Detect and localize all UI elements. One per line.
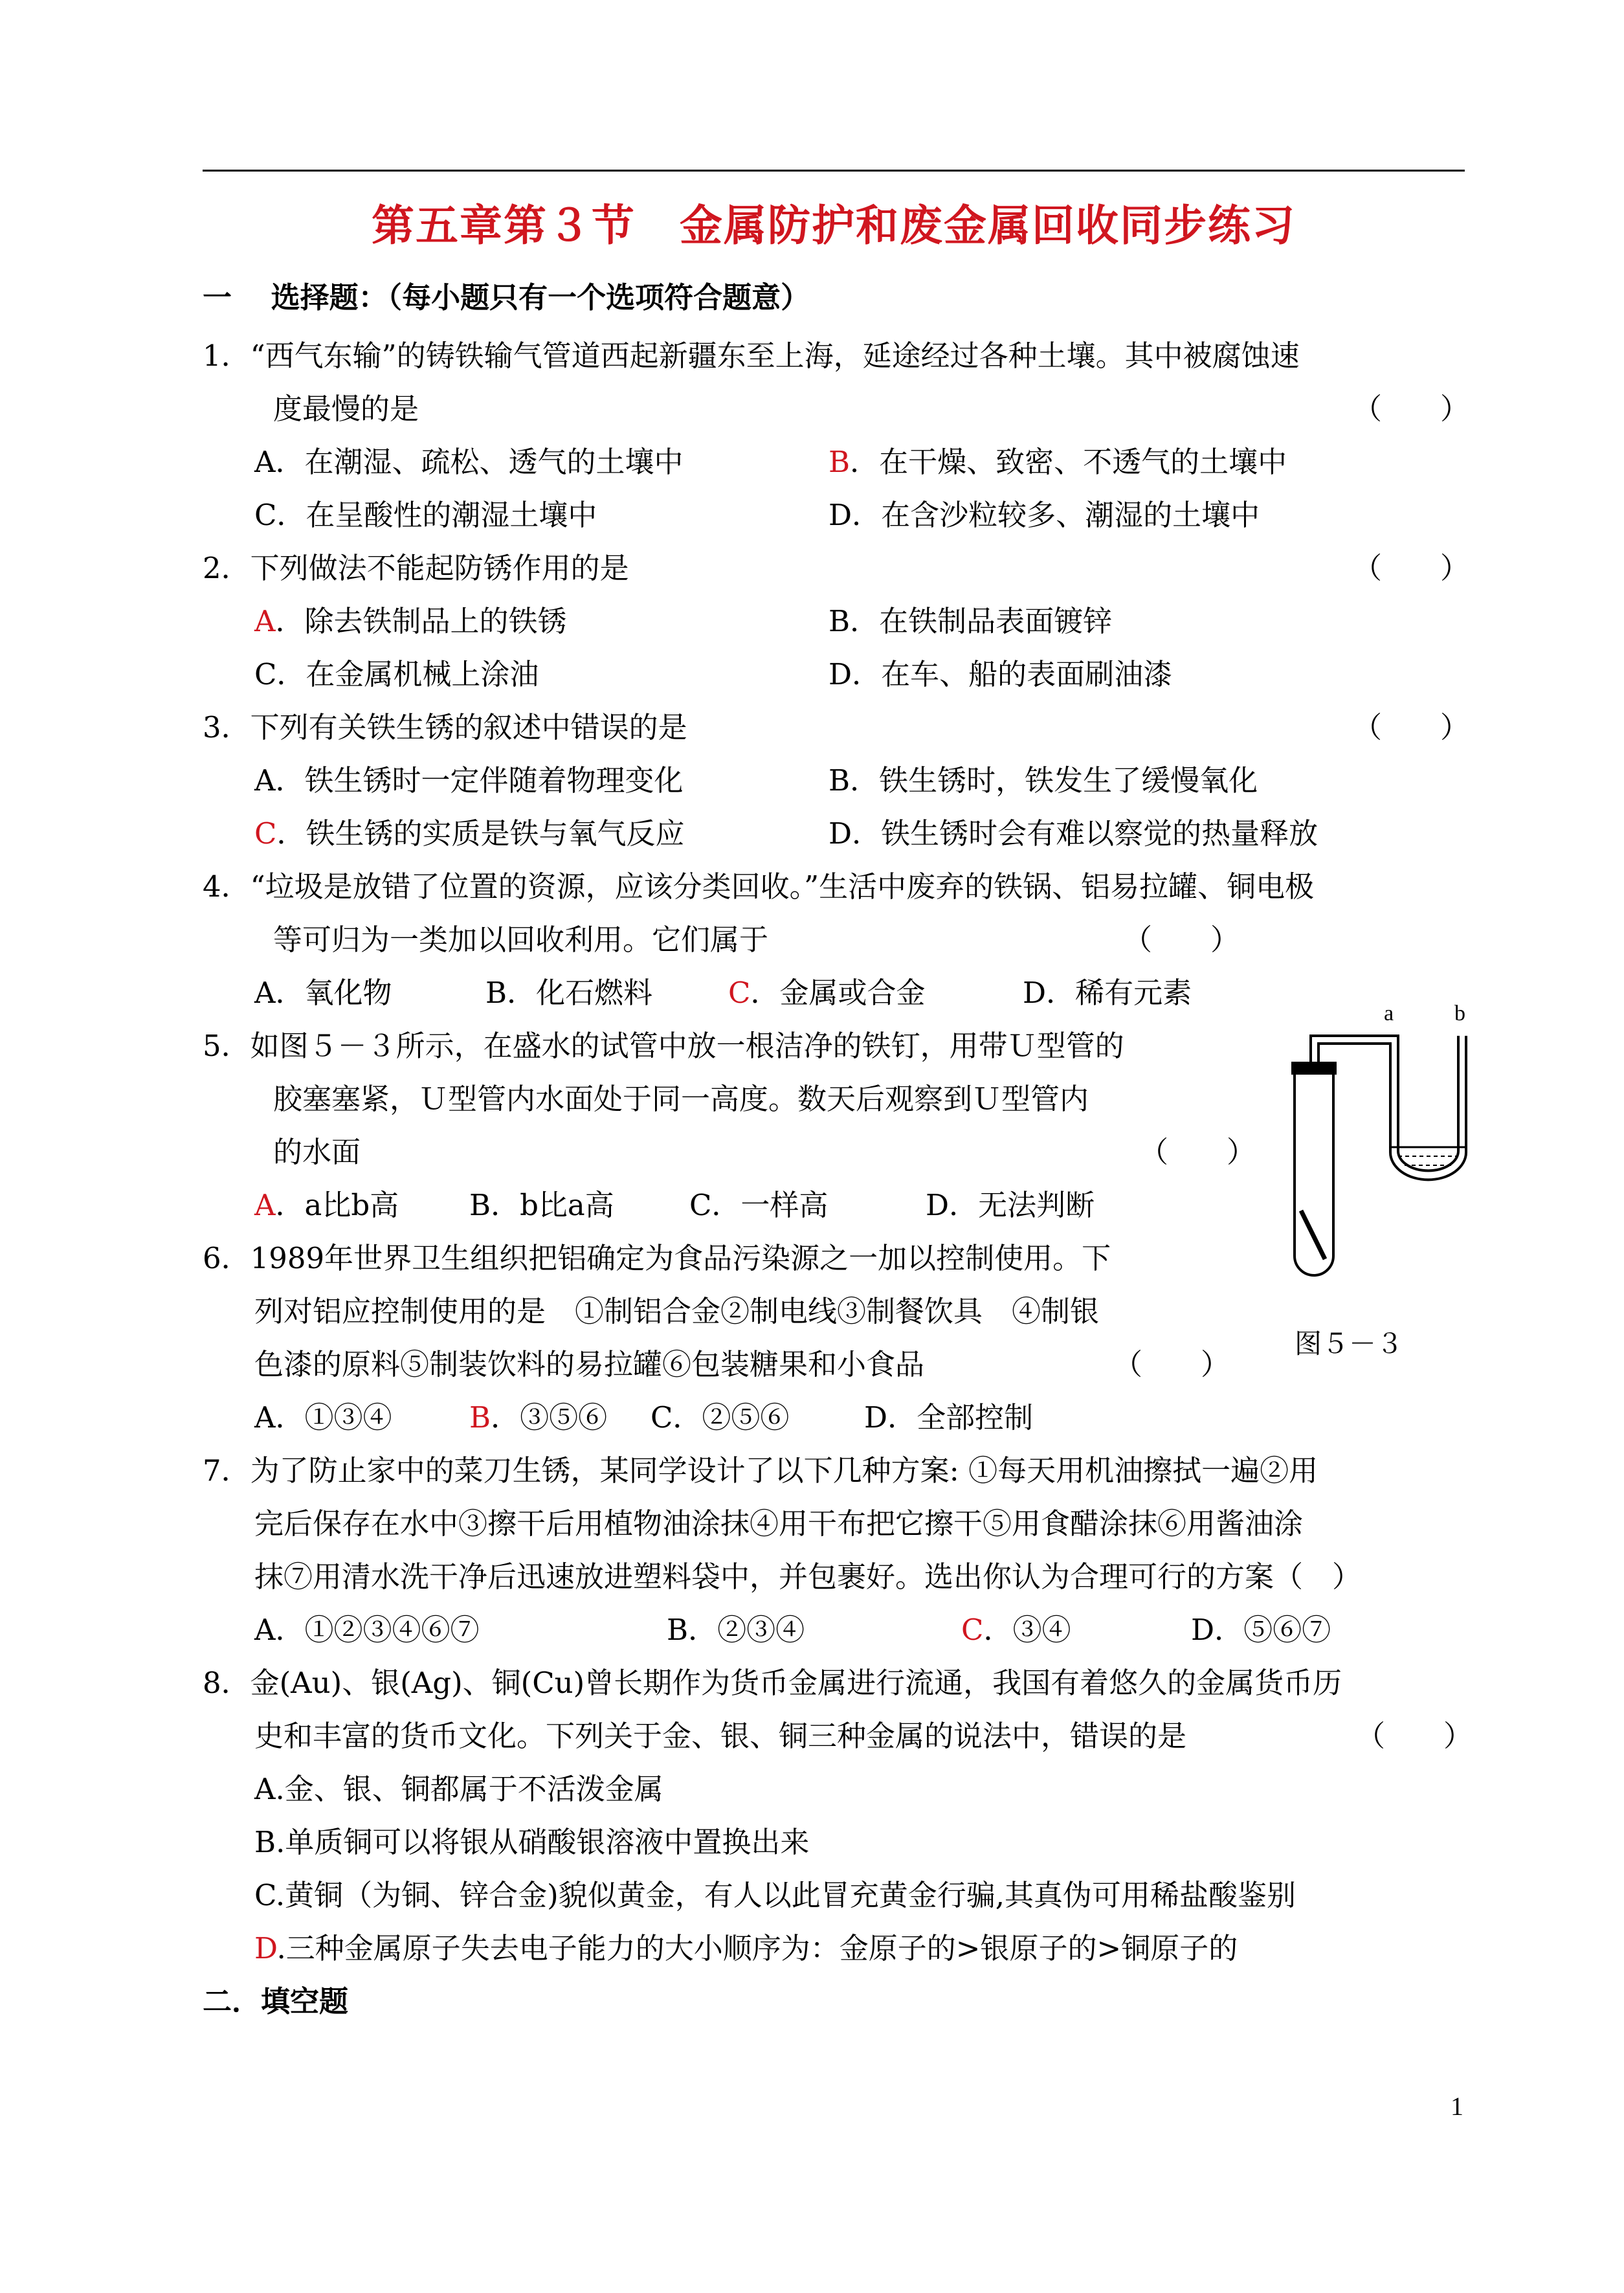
q5-stem-line3: 的水面 xyxy=(273,1135,361,1169)
q2-option-b: B．在铁制品表面镀锌 xyxy=(829,604,1113,638)
figure-label-b: b xyxy=(1454,1001,1465,1025)
q6-option-b: B．③⑤⑥ xyxy=(469,1400,608,1435)
q2-option-c: C．在金属机械上涂油 xyxy=(254,657,539,691)
q2-answer-mark: A xyxy=(254,604,276,638)
page-number: 1 xyxy=(1451,2092,1463,2121)
q8-option-d: D.三种金属原子失去电子能力的大小顺序为：金原子的>银原子的>铜原子的 xyxy=(254,1931,1238,1965)
q3-option-c: C．铁生锈的实质是铁与氧气反应 xyxy=(254,816,685,851)
page-title: 第五章第３节 金属防护和废金属回收同步练习 xyxy=(372,200,1296,251)
q2-answer-blank: （ ） xyxy=(1353,551,1470,585)
q5-stem-line2: 胶塞塞紧，Ｕ型管内水面处于同一高度。数天后观察到Ｕ型管内 xyxy=(273,1082,1089,1116)
q4-option-c: C．金属或合金 xyxy=(728,976,926,1010)
q4-option-d: D．稀有元素 xyxy=(1023,976,1192,1010)
q5-answer-blank: （ ） xyxy=(1139,1135,1256,1169)
figure-label-a: a xyxy=(1384,1001,1394,1025)
q4-option-b: B．化石燃料 xyxy=(485,976,653,1010)
q4-stem-line2: 等可归为一类加以回收利用。它们属于 xyxy=(273,923,769,957)
q3-answer-mark: C xyxy=(254,816,277,851)
q3-answer-blank: （ ） xyxy=(1353,710,1470,744)
q3-stem: 3．下列有关铁生锈的叙述中错误的是 xyxy=(203,710,687,744)
q4-answer-blank: （ ） xyxy=(1123,923,1240,957)
q5-option-c: C．一样高 xyxy=(689,1188,829,1222)
header-rule xyxy=(203,170,1465,172)
q8-answer-mark: D xyxy=(254,1931,277,1965)
test-tube-u-tube-figure xyxy=(1285,997,1479,1308)
q1-stem-line2: 度最慢的是 xyxy=(273,392,419,426)
q3-option-b: B．铁生锈时，铁发生了缓慢氧化 xyxy=(829,763,1258,798)
q7-option-c: C．③④ xyxy=(961,1613,1071,1647)
q7-answer-mark: C xyxy=(961,1613,984,1647)
q6-option-c: C．②⑤⑥ xyxy=(651,1400,790,1435)
q1-option-b: B．在干燥、致密、不透气的土壤中 xyxy=(829,445,1287,479)
q8-option-c: C.黄铜（为铜、锌合金)貌似黄金，有人以此冒充黄金行骗,其真伪可用稀盐酸鉴别 xyxy=(254,1878,1296,1912)
section-heading-fill-in: 二．填空题 xyxy=(203,1984,349,2019)
u-tube-icon xyxy=(1390,1036,1466,1180)
q1-option-a: A．在潮湿、疏松、透气的土壤中 xyxy=(254,445,684,479)
section-heading-choice: 一 选择题：（每小题只有一个选项符合题意） xyxy=(203,280,810,315)
q7-option-a: A．①②③④⑥⑦ xyxy=(254,1613,480,1647)
iron-nail-icon xyxy=(1301,1211,1325,1259)
q6-option-d: D．全部控制 xyxy=(864,1400,1034,1435)
q5-stem-line1: 5．如图５－３所示，在盛水的试管中放一根洁净的铁钉，用带Ｕ型管的 xyxy=(203,1029,1124,1063)
q7-stem-line1: 7．为了防止家中的菜刀生锈，某同学设计了以下几种方案: ①每天用机油擦拭一遍②用 xyxy=(203,1453,1318,1488)
q3-option-a: A．铁生锈时一定伴随着物理变化 xyxy=(254,763,684,798)
q2-stem: 2．下列做法不能起防锈作用的是 xyxy=(203,551,629,585)
q4-option-a: A．氧化物 xyxy=(254,976,392,1010)
q7-stem-line2: 完后保存在水中③擦干后用植物油涂抹④用干布把它擦干⑤用食醋涂抹⑥用酱油涂 xyxy=(254,1506,1304,1541)
q1-stem-line1: 1．“西气东输”的铸铁输气管道西起新疆东至上海，延途经过各种土壤。其中被腐蚀速 xyxy=(203,339,1300,373)
q5-option-d: D．无法判断 xyxy=(926,1188,1095,1222)
q6-option-a: A．①③④ xyxy=(254,1400,392,1435)
q1-option-c: C．在呈酸性的潮湿土壤中 xyxy=(254,498,597,532)
figure-caption: 图５－３ xyxy=(1295,1328,1404,1359)
connecting-tube-icon xyxy=(1311,1036,1398,1133)
q8-option-b: B.单质铜可以将银从硝酸银溶液中置换出来 xyxy=(254,1825,810,1859)
rubber-stopper-icon xyxy=(1291,1062,1337,1075)
q5-option-a: A．a比b高 xyxy=(254,1188,399,1222)
q8-stem-line1: 8．金(Au)、银(Ag)、铜(Cu)曾长期作为货币金属进行流通，我国有着悠久的金属货币历 xyxy=(203,1666,1342,1700)
q2-option-a: A．除去铁制品上的铁锈 xyxy=(254,604,567,638)
q3-option-d: D．铁生锈时会有难以察觉的热量释放 xyxy=(829,816,1318,851)
q1-answer-blank: （ ） xyxy=(1353,392,1470,426)
q5-answer-mark: A xyxy=(254,1188,276,1222)
q6-stem-line2: 列对铝应控制使用的是 ①制铝合金②制电线③制餐饮具 ④制银 xyxy=(254,1294,1100,1328)
q7-stem-line3: 抹⑦用清水洗干净后迅速放进塑料袋中，并包裹好。选出你认为合理可行的方案（ ） xyxy=(254,1560,1362,1594)
q7-option-b: B．②③④ xyxy=(667,1613,805,1647)
q4-answer-mark: C xyxy=(728,976,751,1010)
q6-answer-mark: B xyxy=(469,1400,491,1435)
q6-answer-blank: （ ） xyxy=(1113,1347,1230,1381)
q8-answer-blank: （ ） xyxy=(1356,1719,1473,1753)
q6-stem-line1: 6．1989年世界卫生组织把铝确定为食品污染源之一加以控制使用。下 xyxy=(203,1241,1111,1275)
q1-answer-mark: B xyxy=(829,445,851,479)
q2-option-d: D．在车、船的表面刷油漆 xyxy=(829,657,1173,691)
q8-option-a: A.金、银、铜都属于不活泼金属 xyxy=(254,1772,663,1806)
q5-option-b: B．b比a高 xyxy=(469,1188,614,1222)
q1-option-d: D．在含沙粒较多、潮湿的土壤中 xyxy=(829,498,1260,532)
test-tube-icon xyxy=(1295,1071,1333,1275)
q4-stem-line1: 4．“垃圾是放错了位置的资源，应该分类回收。”生活中废弃的铁锅、铝易拉罐、铜电极 xyxy=(203,869,1315,904)
q7-option-d: D．⑤⑥⑦ xyxy=(1191,1613,1331,1647)
q6-stem-line3: 色漆的原料⑤制装饮料的易拉罐⑥包装糖果和小食品 xyxy=(254,1347,925,1381)
q8-stem-line2: 史和丰富的货币文化。下列关于金、银、铜三种金属的说法中，错误的是 xyxy=(254,1719,1187,1753)
